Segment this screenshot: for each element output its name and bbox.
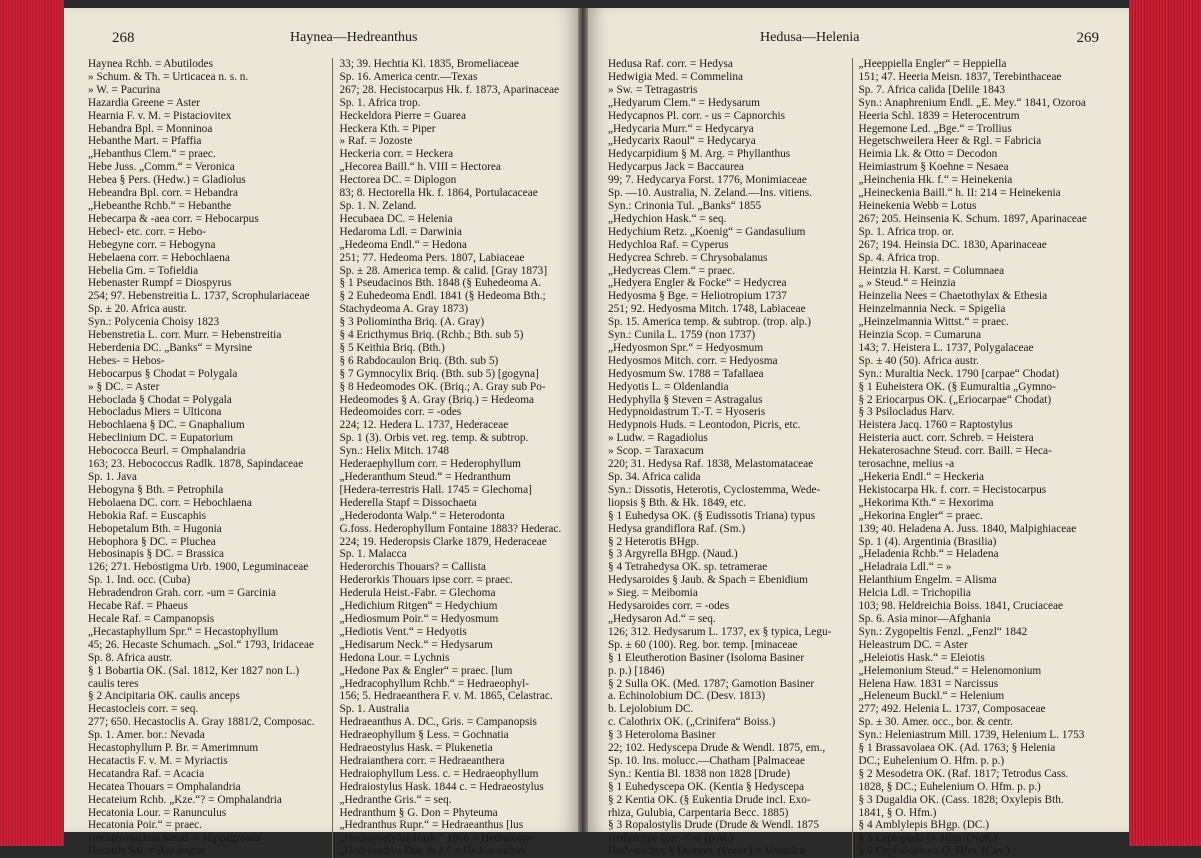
entry-line: Sp. 1. Africa trop. [339, 96, 421, 109]
entry-line: Hedycarpidium § M. Arg. = Phyllanthus [608, 148, 791, 161]
entry-line: Hebe Juss. „Comm.“ = Veronica [88, 161, 235, 174]
entry-line: DC.; Euhelenium O. Hfm. p. p.) [858, 754, 1005, 767]
entry-line: Hebochlaena § DC. = Gnaphalium [88, 419, 245, 432]
entry-line: c. Calothrix OK. („Crinifera“ Boiss.) [608, 716, 776, 729]
entry-line: „Heinchenia Hk. f.“ = Heinekenia [858, 174, 1013, 187]
entry-line: Hedystachys § Dumort. (Fourr.) = Veronica [608, 845, 805, 858]
entry-line: Hedona Lour. = Lychnis [339, 651, 450, 664]
entry-line: Hederella Stapf = Dissochaeta [339, 496, 477, 509]
entry-line: Hedraeanthus A. DC., Gris. = Campanopsis [339, 716, 537, 729]
entry-line: 267; 194. Heinsia DC. 1830, Aparinaceae [858, 238, 1047, 251]
entry-line: § 1 Bobartia OK. (Sal. 1812, Ker 1827 non L.) [88, 664, 300, 677]
book-edge-left [0, 0, 64, 846]
entry-line: b. Lejolobium DC. [608, 703, 694, 716]
right-page [588, 8, 1129, 858]
entry-line: Sp. 1. N. Zeland. [339, 199, 417, 212]
entry-line: Sp. ± 60 (100). Reg. bor. temp. [minaceae [608, 638, 798, 651]
entry-line: Sp. ± 30. Amer. occ., bor. & centr. [858, 716, 1013, 729]
right-column-1 [608, 58, 853, 858]
entry-line: Heistera Jacq. 1760 = Raptostylus [858, 419, 1013, 432]
entry-line: § 3 Poliomintha Briq. (A. Gray) [339, 316, 485, 329]
entry-line: „Hediotis Vent.“ = Hedyotis [339, 625, 467, 638]
entry-line: § 7 Gymnocylix Briq. (Bth. sub 5) [gogyna] [339, 367, 539, 380]
entry-line: 1828, § DC.; Euhelenium O. Hfm. p. p.) [858, 780, 1041, 793]
entry-line: „Hedrayostylus Hask.“ 1866 = Hedraiosty- [339, 832, 535, 845]
entry-line: Heckera Kth. = Piper [339, 122, 436, 135]
entry-line: 1841, § O. Hfm.) [858, 806, 937, 819]
entry-line: Hedychloa Raf. = Cyperus [608, 238, 729, 251]
entry-line: Hedyosmos Mitch. corr. = Hedyosma [608, 354, 778, 367]
entry-line: § 4 Amblylepis BHgp. (DC.) [858, 819, 990, 832]
entry-line: Hedraianthera corr. = Hedraeanthera [339, 754, 505, 767]
entry-line: 267; 28. Hecistocarpus Hk. f. 1873, Aparinaceae [339, 83, 560, 96]
entry-line: § 6 Rabdocaulon Briq. (Bth. sub 5) [339, 354, 499, 367]
entry-line: 83; 8. Hectorella Hk. f. 1864, Portulacaceae [339, 187, 538, 200]
entry-line: „Hecastaphyllum Spr.“ = Hecastophyllum [88, 625, 279, 638]
entry-line: „Hebanthus Clem.“ = praec. [88, 148, 216, 161]
entry-line: Hedraeostylus Hask. = Plukenetia [339, 742, 493, 755]
entry-line: Hebophora § DC. = Pluchea [88, 535, 216, 548]
entry-line: Hegetschweilera Heer & Rgl. = Fabricia [858, 135, 1042, 148]
entry-line: Heeria Schl. 1839 = Heterocentrum [858, 109, 1020, 122]
entry-line: p. p.) [1846) [608, 664, 665, 677]
left-column-1 [88, 58, 333, 858]
entry-line: Syn.: Dissotis, Heterotis, Cyclostemma, Wede- [608, 483, 821, 496]
entry-line: Hecatea Thouars = Omphalandria [88, 780, 241, 793]
entry-line: „Hedycaria Murr.“ = Hedycarya [608, 122, 754, 135]
entry-line: „Heleiotis Hask.“ = Eleiotis [858, 651, 985, 664]
entry-line: § 1 Brassavolaea OK. (Ad. 1763; § Helenia [858, 742, 1056, 755]
entry-line: „Hedychion Hask.“ = seq. [608, 212, 727, 225]
entry-line: „Hedone Pax & Engler“ = praec. [lum [339, 664, 513, 677]
entry-line: „ » Steud.“ = Heinzia [858, 277, 956, 290]
entry-line: » Raf. = Jozoste [339, 135, 413, 148]
entry-line: 224; 19. Hederopsis Clarke 1879, Hederaceae [339, 535, 547, 548]
entry-line: § 2 Ancipitaria OK. caulis anceps [88, 690, 240, 703]
entry-line: Hebes- = Hebos- [88, 354, 165, 367]
entry-line: » W. = Pacurina [88, 83, 161, 96]
entry-line: „Helemonium Steud.“ = Helenomonium [858, 664, 1042, 677]
entry-line: § 3 Ropalostylis Drude (Drude & Wendl. 1875 [608, 819, 819, 832]
entry-line: § 3 Psilocladus Harv. [858, 406, 955, 419]
entry-line: Hebococca Beurl. = Omphalandria [88, 445, 246, 458]
entry-line: Helena Haw. 1831 = Narcissus [858, 677, 999, 690]
entry-line: „Heladenia Rchb.“ = Heladena [858, 548, 999, 561]
entry-line: 126; 271. Hebostigma Urb. 1900, Leguminaceae [88, 561, 309, 574]
entry-line: 277; 492. Helenia L. 1737, Composaceae [858, 703, 1046, 716]
entry-line: § 2 Heterotis BHgp. [608, 535, 699, 548]
entry-line: Hebegyne corr. = Hebogyna [88, 238, 216, 251]
entry-line: » Scop. = Taraxacum [608, 445, 704, 458]
entry-line: 163; 23. Hebococcus Radlk. 1878, Sapindaceae [88, 458, 304, 471]
right-columns [608, 58, 1108, 858]
entry-line: Hearnia F. v. M. = Pistaciovitex [88, 109, 232, 122]
book-gutter [578, 8, 588, 832]
entry-line: Hebradendron Grah. corr. -um = Garcinia [88, 587, 276, 600]
entry-line: „Hedreanthus Dur. & J.“ = Hedraeanthus [339, 845, 525, 858]
entry-line: Hebolaena DC. corr. = Hebochlaena [88, 496, 252, 509]
entry-line: Hecatonia Lour. = Ranunculus [88, 806, 227, 819]
entry-line: § 6 Cephalophora O. Hfm. (Cav.) [858, 845, 1010, 858]
entry-line: § 1 Euheistera OK. (§ Eumuraltia „Gymno- [858, 380, 1056, 393]
entry-line: Hedraiostylus Hask. 1844 c. = Hedraeostylus [339, 780, 544, 793]
entry-line: 45; 26. Hecaste Schumach. „Sol.“ 1793, Iridaceae [88, 638, 314, 651]
entry-line: Sp. —10. Australia, N. Zeland.—Ins. vitiens. [608, 187, 812, 200]
entry-line: „Hedranthe Gris.“ = seq. [339, 793, 452, 806]
entry-line: § 2 Mesodetra OK. (Raf. 1817; Tetrodus Cass. [858, 767, 1069, 780]
entry-line: G.foss. Hederophyllum Fontaine 1883? Hederac. [339, 522, 562, 535]
entry-line: „Hedycreas Clem.“ = praec. [608, 264, 736, 277]
entry-line: [Hedera-terrestris Hall. 1745 = Glechoma] [339, 483, 532, 496]
entry-line: „Hediosmum Poir.“ = Hedyosmum [339, 612, 499, 625]
entry-line: „Hederodonta Walp.“ = Heterodonta [339, 509, 505, 522]
entry-line: Hebenaster Rumpf = Diospyrus [88, 277, 232, 290]
entry-line: Sp. 1. Ind. occ. (Cuba) [88, 574, 191, 587]
entry-line: Stachydeoma A. Gray 1873) [339, 303, 469, 316]
entry-line: Hedeomoides corr. = -odes [339, 406, 462, 419]
entry-line: Sp. 1. Amer. bor.: Nevada [88, 729, 205, 742]
entry-line: 99; 7. Hedycarya Forst. 1776, Monimiaceae [608, 174, 807, 187]
entry-line: Hekaterosachne Steud. corr. Baill. = Heca- [858, 445, 1052, 458]
entry-line: Hecabe Raf. = Phaeus [88, 600, 188, 613]
entry-line: Hebecarpa & -aea corr. = Hebocarpus [88, 212, 259, 225]
entry-line: 126; 312. Hedysarum L. 1737, ex § typica, Legu- [608, 625, 832, 638]
entry-line: Hebokia Raf. = Euscaphis [88, 509, 207, 522]
entry-line: Sp. 1. Malacca [339, 548, 407, 561]
entry-line: Syn.: Muraltia Neck. 1790 [carpae“ Chodat) [858, 367, 1059, 380]
right-page-number: 269 [1076, 30, 1099, 46]
left-running-head: Haynea—Hedreanthus [290, 30, 418, 45]
entry-line: „Hedichium Ritgen“ = Hedychium [339, 600, 498, 613]
entry-line: 251; 77. Hedeoma Pers. 1807, Labiaceae [339, 251, 525, 264]
entry-line: Syn.: Heleniastrum Mill. 1739, Helenium L. 1753 [858, 729, 1085, 742]
entry-line: Sp. 8. Africa austr. [88, 651, 173, 664]
right-column-2 [853, 58, 1108, 858]
entry-line: Hebandra Bpl. = Monninoa [88, 122, 213, 135]
entry-line: terosachne, melius -a [858, 458, 955, 471]
entry-line: Hederorchis Thouars? = Callista [339, 561, 486, 574]
entry-line: Sp. ± 28. America temp. & calid. [Gray 1873] [339, 264, 548, 277]
entry-line: Sp. 1. Africa trop. or. [858, 225, 954, 238]
entry-line: » Sieg. = Meibomia [608, 587, 698, 600]
entry-line: „Hedisarum Neck.“ = Hedysarum [339, 638, 493, 651]
entry-line: § 2 Sulla OK. (Med. 1787; Gamotion Basiner [608, 677, 815, 690]
entry-line: § 1 Euhedyscepa OK. (Kentia § Hedyscepa [608, 780, 805, 793]
entry-line: Hedyscepe corr. = -a [post.) [608, 832, 734, 845]
entry-line: § 5 Keithia Briq. (Bth.) [339, 341, 445, 354]
entry-line: „Hekeria Endl.“ = Heckeria [858, 471, 985, 483]
entry-line: Hedranthum § G. Don = Phyteuma [339, 806, 498, 819]
entry-line: Sp. 7. Africa calida [Delile 1843 [858, 83, 1006, 96]
entry-line: » Ludw. = Ragadiolus [608, 432, 708, 445]
entry-line: Sp. 10. Ins. molucc.—Chatham [Palmaceae [608, 754, 806, 767]
entry-line: Syn.: Cunila L. 1759 (non 1737) [608, 329, 756, 342]
entry-line: Sp. 34. Africa calida [608, 471, 701, 483]
entry-line: Syn.: Kentia Bl. 1838 non 1828 [Drude) [608, 767, 790, 780]
left-column-2 [333, 58, 570, 858]
left-page-number: 268 [112, 30, 135, 46]
entry-line: 151; 47. Heeria Meisn. 1837, Terebinthaceae [858, 70, 1062, 83]
entry-line: Hecatonia Poir.“ = praec. [88, 819, 202, 832]
entry-line: Hedycarpus Jack = Baccaurea [608, 161, 744, 174]
entry-line: Heleastrum DC. = Aster [858, 638, 968, 651]
entry-line: Hectorea DC. = Diplogon [339, 174, 457, 187]
entry-line: Hedysa grandiflora Raf. (Sm.) [608, 522, 746, 535]
entry-line: Hebea § Pers. (Hedw.) = Gladiolus [88, 174, 246, 187]
entry-line: Heisteria auct. corr. Schreb. = Heistera [858, 432, 1034, 445]
entry-line: Heinzelmannia Neck. = Spigelia [858, 303, 1006, 316]
entry-line: Syn.: Helix Mitch. 1748 [339, 445, 449, 458]
entry-line: Hedypnoidastrum T.-T. = Hyoseris [608, 406, 766, 419]
entry-line: Hedypnois Huds. = Leontodon, Picris, etc. [608, 419, 801, 432]
entry-line: Hebocladus Miers = Ulticona [88, 406, 222, 419]
book-edge-right [1129, 0, 1201, 846]
entry-line: Sp. 6. Asia minor—Afghania [858, 612, 991, 625]
entry-line: Hedraiophyllum Less. c. = Hedraeophyllum [339, 767, 539, 780]
entry-line: Hedyosma § Bge. = Heliotropium 1737 [608, 290, 787, 303]
entry-line: Hebelia Gm. = Tofieldia [88, 264, 199, 277]
entry-line: Hecatris Sal. = Asparagus [88, 845, 205, 858]
entry-line: Hedyosmum Sw. 1788 = Tafallaea [608, 367, 764, 380]
entry-line: „Hebeanthe Rchb.“ = Hebanthe [88, 199, 232, 212]
entry-line: Sp. 1 (4). Argentinia (Brasilia) [858, 535, 997, 548]
entry-line: Sp. ± 40 (50). Africa austr. [858, 354, 979, 367]
entry-line: rhiza, Gulubia, Carpentaria Becc. 1885) [608, 806, 789, 819]
entry-line: „Hecorea Baill.“ h. VIII = Hectorea [339, 161, 501, 174]
entry-line: § 2 Kentia OK. (§ Eukentia Drude incl. Exo- [608, 793, 811, 806]
entry-line: Sp. 1. Java [88, 471, 137, 483]
entry-line: Heimiastrum § Koehne = Nesaea [858, 161, 1009, 174]
entry-line: Syn.: Anaphrenium Endl. „E. Mey.“ 1841, Ozoroa [858, 96, 1086, 109]
entry-line: 251; 92. Hedyosma Mitch. 1748, Labiaceae [608, 303, 806, 316]
entry-line: Heckeria corr. = Heckera [339, 148, 454, 161]
entry-line: Heberdenia DC. „Banks“ = Myrsine [88, 341, 253, 354]
entry-line: Hedysaroides corr. = -odes [608, 600, 730, 613]
entry-line: „Hedeoma Endl.“ = Hedona [339, 238, 467, 251]
entry-line: Hederula Heist.-Fabr. = Glechoma [339, 587, 496, 600]
entry-line: „Hedranthus Rupr.“ = Hedraeanthus [lus [339, 819, 524, 832]
entry-line: Heinekenia Webb = Lotus [858, 199, 977, 212]
entry-line: § 5 Leptopoda O. Hfm. (Nutt.) [858, 832, 998, 845]
entry-line: 254; 97. Hebenstreitia L. 1737, Scrophulariaceae [88, 290, 310, 303]
entry-line: „Hekorima Kth.“ = Hexorima [858, 496, 994, 509]
entry-line: Hebosinapis § DC. = Brassica [88, 548, 224, 561]
entry-line: Hebanthe Mart. = Pfaffia [88, 135, 202, 148]
entry-line: 33; 39. Hechtia Kl. 1835, Bromeliaceae [339, 58, 519, 70]
entry-line: Hegemone Led. „Bge.“ = Trollius [858, 122, 1012, 135]
entry-line: Hebogyna § Bth. = Petrophila [88, 483, 224, 496]
entry-line: Hedychium Retz. „Koenig“ = Gandasulium [608, 225, 806, 238]
entry-line: Hebelaena corr. = Hebochlaena [88, 251, 230, 264]
entry-line: „Hedyarum Clem.“ = Hedysarum [608, 96, 760, 109]
entry-line: » Schum. & Th. = Urticacea n. s. n. [88, 70, 249, 83]
entry-line: Hazardia Greene = Aster [88, 96, 201, 109]
entry-line: Hedysaroides § Jaub. & Spach = Ebenidium [608, 574, 808, 587]
entry-line: „Heleneum Buckl.“ = Helenium [858, 690, 1005, 703]
entry-line: „Heladraia Ldl.“ = » [858, 561, 952, 574]
entry-line: Hekistocarpa Hk. f. corr. = Hecistocarpus [858, 483, 1047, 496]
entry-line: Syn.: Polycenia Choisy 1823 [88, 316, 220, 329]
entry-line: 103; 98. Heldreichia Boiss. 1841, Cruciaceae [858, 600, 1064, 613]
entry-line: a. Echinolobium DC. (Desv. 1813) [608, 690, 766, 703]
entry-line: „Hedysaron Ad.“ = seq. [608, 612, 716, 625]
entry-line: Hecastophyllum P. Br. = Amerimnum [88, 742, 259, 755]
entry-line: » § DC. = Aster [88, 380, 160, 393]
entry-line: § 1 Eleutherotion Basiner (Isoloma Basiner [608, 651, 805, 664]
entry-line: Hedyphylla § Steven = Astragalus [608, 393, 763, 406]
entry-line: Sp. 4. Africa trop. [858, 251, 940, 264]
entry-line: Hedycrea Schreb. = Chrysobalanus [608, 251, 768, 264]
entry-line: Hecaterosachna Steud. = Hippagrostis [88, 832, 261, 845]
entry-line: Hebopetalum Bth. = Hugonia [88, 522, 222, 535]
entry-line: Heintzia H. Karst. = Columnaea [858, 264, 1005, 277]
entry-line: Heckeldora Pierre = Guarea [339, 109, 466, 122]
right-running-head: Hedusa—Helenia [760, 30, 860, 45]
entry-line: Sp. 1. Australia [339, 703, 410, 716]
entry-line: 267; 205. Heinsenia K. Schum. 1897, Aparinaceae [858, 212, 1087, 225]
entry-line: Hedraeophyllum § Less. = Gochnatia [339, 729, 509, 742]
entry-line: 220; 31. Hedysa Raf. 1838, Melastomataceae [608, 458, 814, 471]
entry-line: „Heeppiella Engler“ = Heppiella [858, 58, 1007, 70]
entry-line: Hecatactis F. v. M. = Myriactis [88, 754, 228, 767]
entry-line: 277; 650. Hecastoclis A. Gray 1881/2, Composac. [88, 716, 315, 729]
entry-line: § 3 Argyrella BHgp. (Naud.) [608, 548, 738, 561]
entry-line: Hedyotis L. = Oldenlandia [608, 380, 729, 393]
entry-line: § 2 Eriocarpus OK. („Eriocarpae“ Chodat) [858, 393, 1052, 406]
entry-line: „Hederanthum Steud.“ = Hedranthum [339, 471, 511, 483]
entry-line: caulis teres [88, 677, 139, 690]
entry-line: Helcia Ldl. = Trichopilia [858, 587, 971, 600]
entry-line: Hecastocleis corr. = seq. [88, 703, 199, 716]
entry-line: Hedaroma Ldl. = Darwinia [339, 225, 462, 238]
entry-line: Hederorkis Thouars ipse corr. = praec. [339, 574, 513, 587]
entry-line: liopsis § Bth. & Hk. 1849, etc. [608, 496, 747, 509]
entry-line: Sp. ± 20. Africa austr. [88, 303, 187, 316]
entry-line: „Hedycarix Raoul“ = Hedycarya [608, 135, 756, 148]
entry-line: § 2 Euhedeoma Endl. 1841 (§ Hedeoma Bth.; [339, 290, 546, 303]
entry-line: Hecubaea DC. = Helenia [339, 212, 453, 225]
entry-line: Sp. 1 (3). Orbis vet. reg. temp. & subtrop. [339, 432, 529, 445]
entry-line: Hebecl- etc. corr. = Hebo- [88, 225, 207, 238]
entry-line: Heinzia Scop. = Cumaruna [858, 329, 981, 342]
entry-line: „Hedyera Engler & Focke“ = Hedycrea [608, 277, 787, 290]
entry-line: Sp. 16. America centr.—Texas [339, 70, 478, 83]
left-page [64, 8, 578, 858]
entry-line: § 4 Tetrahedysa OK. sp. tetramerae [608, 561, 768, 574]
entry-line: Hederaephyllum corr. = Hederophyllum [339, 458, 521, 471]
entry-line: § 8 Hedeomodes OK. (Briq.; A. Gray sub Po- [339, 380, 546, 393]
entry-line: Hecale Raf. = Campanopsis [88, 612, 215, 625]
entry-line: § 3 Heteroloma Basiner [608, 729, 716, 742]
entry-line: Haynea Rchb. = Abutilodes [88, 58, 213, 70]
entry-line: Hecateium Rchb. „Kze.“? = Omphalandria [88, 793, 282, 806]
entry-line: Hedycapnos Pl. corr. - us = Capnorchis [608, 109, 786, 122]
entry-line: Syn.: Zygopeltis Fenzl. „Fenzl“ 1842 [858, 625, 1028, 638]
left-columns [88, 58, 570, 858]
entry-line: § 3 Dugaldia OK. (Cass. 1828; Oxylepis Bth. [858, 793, 1064, 806]
entry-line: Hedeomodes § A. Gray (Briq.) = Hedeoma [339, 393, 535, 406]
entry-line: Heimia Lk. & Otto = Decodon [858, 148, 998, 161]
entry-line: Hedwigia Med. = Commelina [608, 70, 744, 83]
entry-line: Hecatandra Raf. = Acacia [88, 767, 205, 780]
entry-line: Hebeandra Bpl. corr. = Hebandra [88, 187, 239, 200]
entry-line: § 1 Pseudacinos Bth. 1848 (§ Euhedeoma A. [339, 277, 542, 290]
entry-line: 156; 5. Hedraeanthera F. v. M. 1865, Celastrac. [339, 690, 553, 703]
entry-line: 139; 40. Heladena A. Juss. 1840, Malpighiaceae [858, 522, 1077, 535]
entry-line: § 1 Euhedysa OK. (§ Eudissotis Triana) typus [608, 509, 816, 522]
entry-line: Heinzelia Nees = Chaetothylax & Ethesia [858, 290, 1048, 303]
entry-line: Hebenstretia L. corr. Murr. = Hebenstreitia [88, 329, 282, 342]
entry-line: Heboclada § Chodat = Polygala [88, 393, 232, 406]
entry-line: Helanthium Engelm. = Alisma [858, 574, 997, 587]
entry-line: Hebeclinium DC. = Eupatorium [88, 432, 234, 445]
entry-line: „Hedyosmon Spr.“ = Hedyosmum [608, 341, 764, 354]
entry-line: Hedusa Raf. corr. = Hedysa [608, 58, 733, 70]
entry-line: § 4 Ericthymus Briq. (Rchb.; Bth. sub 5) [339, 329, 524, 342]
entry-line: 22; 102. Hedyscepa Drude & Wendl. 1875, em., [608, 742, 826, 755]
entry-line: „Heinzelmannia Wittst.“ = praec. [858, 316, 1009, 329]
entry-line: Sp. 15. America temp. & subtrop. (trop. alp.) [608, 316, 811, 329]
entry-line: 224; 12. Hedera L. 1737, Hederaceae [339, 419, 509, 432]
entry-line: „Hedracophyllum Rchb.“ = Hedraeophyl- [339, 677, 530, 690]
entry-line: Hebocarpus § Chodat = Polygala [88, 367, 238, 380]
entry-line: 143; 7. Heistera L. 1737, Polygalaceae [858, 341, 1034, 354]
entry-line: „Hekorina Engler“ = praec. [858, 509, 983, 522]
entry-line: » Sw. = Tetragastris [608, 83, 698, 96]
entry-line: Syn.: Crinonia Tul. „Banks“ 1855 [608, 199, 762, 212]
entry-line: „Heineckenia Baill.“ h. II: 214 = Heinekenia [858, 187, 1061, 200]
